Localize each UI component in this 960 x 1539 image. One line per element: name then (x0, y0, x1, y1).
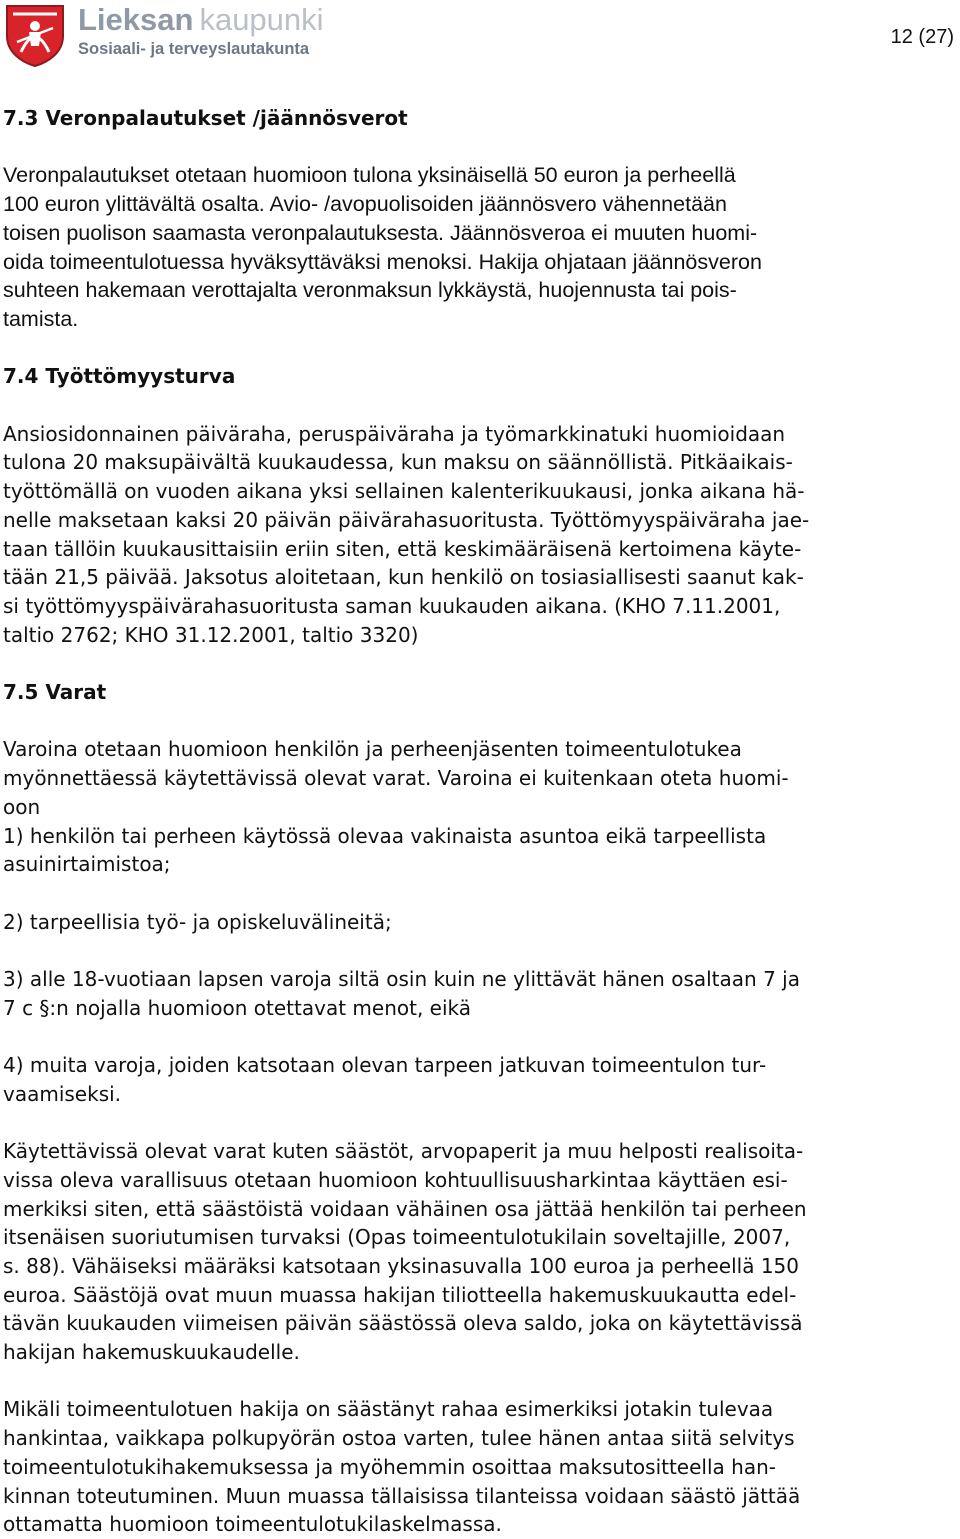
text-line: 7 c §:n nojalla huomioon otettavat menot, eikä (3, 995, 472, 1020)
text-line: 2) tarpeellisia työ- ja opiskeluvälineitä; (3, 909, 392, 934)
text-line: Mikäli toimeentulotuen hakija on säästänyt rahaa esimerkiksi jotakin tulevaa (3, 1397, 774, 1422)
text-line: 4) muita varoja, joiden katsotaan olevan tarpeen jatkuvan toimeentulon tur- (3, 1053, 767, 1078)
paragraph (3, 735, 958, 879)
text-line: myönnettäessä käytettävissä olevat varat. Varoina ei kuitenkaan oteta huomi- (3, 766, 789, 791)
text-line: oida toimeentulotuessa hyväksyttäväksi menoksi. Hakija ohjataan jäännösveron (3, 249, 762, 274)
section-varat (3, 678, 958, 1539)
page-number: 12 (27) (890, 26, 954, 48)
text-line: 1) henkilön tai perheen käytössä olevaa vakinaista asuntoa eikä tarpeellista (3, 823, 767, 848)
paragraph (3, 420, 958, 650)
page-header (0, 0, 960, 75)
text-line: tulona 20 maksupäivältä kuukaudessa, kun maksu on säännöllistä. Pitkäaikais- (3, 450, 793, 475)
brand-wordmark (78, 2, 324, 59)
text-line: hankintaa, vaikkapa polkupyörän ostoa varten, tulee hänen antaa siitä selvitys (3, 1426, 795, 1451)
text-line: Veronpalautukset otetaan huomioon tulona yksinäisellä 50 euron ja perheellä (3, 163, 736, 188)
text-line: tamista. (3, 306, 79, 331)
paragraph (3, 965, 958, 1022)
section-tyottomyysturva (3, 362, 958, 649)
brand-subtitle: Sosiaali- ja terveyslautakunta (78, 40, 310, 58)
paragraph (3, 1395, 958, 1539)
text-line: toisen puolison saamasta veronpalautuksesta. Jäännösveroa ei muuten huomi- (3, 220, 758, 245)
text-line: vissa oleva varallisuus otetaan huomioon kohtuullisuusharkintaa käyttäen esi- (3, 1167, 788, 1192)
text-line: 3) alle 18-vuotiaan lapsen varoja siltä osin kuin ne ylittävät hänen osaltaan 7 ja (3, 966, 800, 991)
text-line: taltio 2762; KHO 31.12.2001, taltio 3320) (3, 622, 419, 647)
text-line: si työttömyyspäivärahasuoritusta saman kuukauden aikana. (KHO 7.11.2001, (3, 593, 781, 618)
text-line: kinnan toteutuminen. Muun muassa tällaisissa tilanteissa voidaan säästö jättää (3, 1483, 801, 1508)
text-line: euroa. Säästöjä ovat muun muassa hakijan tiliotteella hakemuskuukautta edel- (3, 1282, 797, 1307)
brand-name: Lieksan kaupunki (78, 2, 324, 37)
section-heading: 7.3 Veronpalautukset /jäännösverot (3, 106, 408, 130)
text-line: nelle maksetaan kaksi 20 päivän päivärahasuoritusta. Työttömyyspäiväraha jae- (3, 507, 810, 532)
section-heading: 7.5 Varat (3, 680, 107, 704)
text-line: Varoina otetaan huomioon henkilön ja perheenjäsenten toimeentulotukea (3, 737, 742, 762)
lieksa-coat-of-arms-icon (3, 2, 67, 68)
text-line: ottamatta huomioon toimeentulotukilaskelmassa. (3, 1512, 502, 1537)
section-heading: 7.4 Työttömyysturva (3, 364, 236, 389)
text-line: tävän kuukauden viimeisen päivän säästössä oleva saldo, joka on käytettävissä (3, 1311, 803, 1336)
text-line: itsenäisen suoriutumisen turvaksi (Opas toimeentulotukilain soveltajille, 2007, (3, 1225, 791, 1250)
text-line: toimeentulotukihakemuksessa ja myöhemmin osoittaa maksutositteella han- (3, 1454, 776, 1479)
document-body (3, 104, 958, 1539)
text-line: tään 21,5 päivää. Jaksotus aloitetaan, kun henkilö on tosiasiallisesti saanut kak- (3, 565, 804, 590)
text-line: taan tällöin kuukausittaisiin eriin siten, että keskimääräisenä kertoimena käyte- (3, 536, 802, 561)
text-line: vaamiseksi. (3, 1081, 122, 1106)
paragraph (3, 1137, 958, 1367)
text-line: oon (3, 794, 41, 819)
text-line: asuinirtaimistoa; (3, 852, 171, 877)
text-line: Käytettävissä olevat varat kuten säästöt, arvopaperit ja muu helposti realisoita- (3, 1139, 804, 1164)
text-line: s. 88). Vähäiseksi määräksi katsotaan yksinasuvalla 100 euroa ja perheellä 150 (3, 1253, 799, 1278)
text-line: merkiksi siten, että säästöistä voidaan vähäinen osa jättää henkilön tai perheen (3, 1196, 807, 1221)
paragraph (3, 1051, 958, 1108)
text-line: suhteen hakemaan verottajalta veronmaksun lykkäystä, huojennusta tai pois- (3, 278, 737, 303)
text-line: 100 euron ylittävältä osalta. Avio- /avopuolisoiden jäännösvero vähennetään (3, 192, 727, 217)
text-line: Ansiosidonnainen päiväraha, peruspäiväraha ja työmarkkinatuki huomioidaan (3, 421, 786, 446)
section-veronpalautukset (3, 104, 958, 334)
text-line: työttömällä on vuoden aikana yksi sellainen kalenterikuukausi, jonka aikana hä- (3, 479, 805, 504)
paragraph (3, 161, 958, 333)
text-line: hakijan hakemuskuukaudelle. (3, 1340, 300, 1365)
paragraph (3, 908, 958, 937)
